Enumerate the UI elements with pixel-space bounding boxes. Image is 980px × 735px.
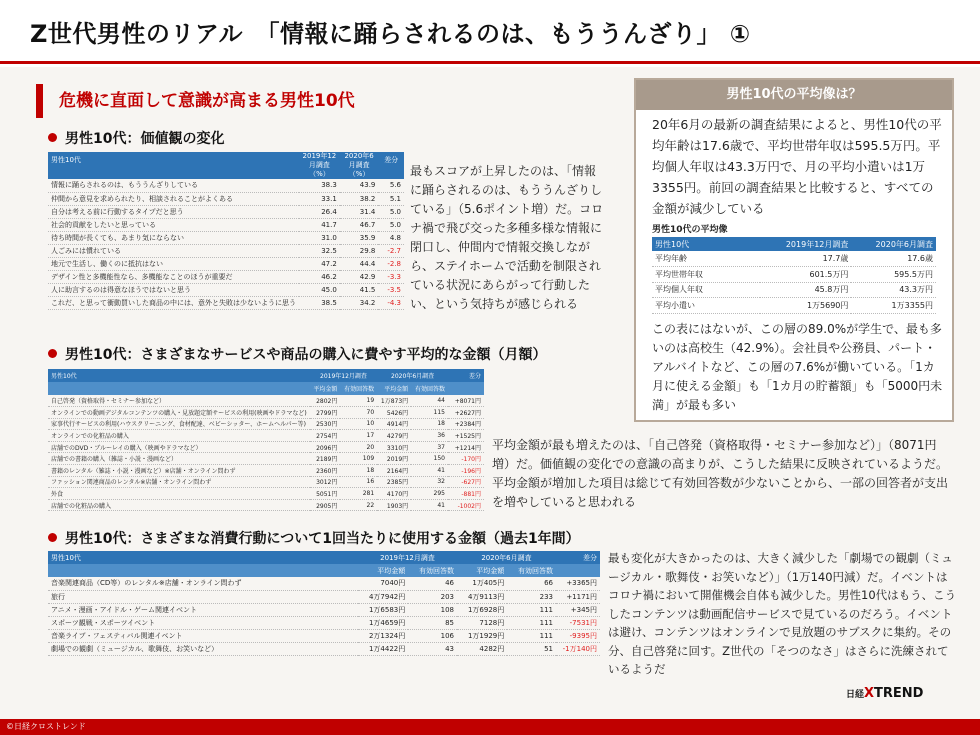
col-header: 2020年6月調査	[377, 369, 448, 382]
cell-diff: -2.8	[378, 257, 404, 270]
cell-a19: 2530円	[310, 418, 341, 430]
row-label: アニメ・漫画・アイドル・ゲーム関連イベント	[48, 603, 358, 616]
row-label: オンラインでの化粧品の購入	[48, 430, 310, 442]
cell-a19: 2189円	[310, 453, 341, 465]
cell-v2020: 17.6歳	[851, 251, 936, 267]
cell-v2020: 1万3355円	[851, 298, 936, 314]
cell-diff: -627円	[448, 476, 484, 488]
cell-n20: 36	[411, 430, 448, 442]
col-header: 差分	[378, 152, 404, 179]
cell-n19: 109	[340, 453, 377, 465]
col-header: 差分	[448, 369, 484, 382]
logo: 日経XTREND	[846, 686, 924, 701]
cell-n19: 16	[340, 476, 377, 488]
table-row	[48, 218, 404, 231]
cell-a20: 1万873円	[377, 395, 411, 407]
cell-a19: 2096円	[310, 441, 341, 453]
values-heading: 男性10代：価値観の変化	[48, 128, 224, 148]
cell-a20: 1903円	[377, 499, 411, 511]
cell-n20: 66	[507, 577, 556, 590]
cell-diff: -196円	[448, 465, 484, 477]
copyright: ©日経クロストレンド	[6, 722, 86, 731]
cell-a19: 4万7942円	[358, 590, 408, 603]
values-text: 最もスコアが上昇したのは、「情報に踊らされるのは、もううんざりしている」（5.6ポイント増）だ。コロナ禍で飛び交った多種多様な情報に閉口し、仲間内で情報交換しながら、ステイホームで活動を制限されている状況にあらがって行動したい、という気持ちが感じられる	[410, 164, 604, 311]
row-label: 自己啓発（資格取得・セミナー参加など）	[48, 395, 310, 407]
average-profile-box	[634, 78, 954, 422]
table-row	[48, 395, 484, 407]
sub-header: 有効回答数	[507, 564, 556, 577]
section-heading: 危機に直面して意識が高まる男性10代	[36, 84, 626, 118]
cell-n20: 111	[507, 629, 556, 642]
cell-a19: 7040円	[358, 577, 408, 590]
table-row	[652, 267, 936, 283]
cell-v2019: 17.7歳	[760, 251, 851, 267]
row-label: オンラインでの動画デジタルコンテンツの購入・見放題定額サービスの利用(映画やドラマなど)	[48, 407, 310, 419]
cell-diff: +2627円	[448, 407, 484, 419]
row-label: 地元で生活し、働くのに抵抗はない	[48, 257, 299, 270]
cell-v2019: 31.0	[299, 231, 340, 244]
cell-n19: 106	[408, 629, 457, 642]
cell-a19: 2905円	[310, 499, 341, 511]
table-row	[48, 441, 484, 453]
cell-v2020: 595.5万円	[851, 267, 936, 283]
row-label: 音楽関連商品（CD等）のレンタル※店舗・オンライン問わず	[48, 577, 358, 590]
cell-n20: 233	[507, 590, 556, 603]
table-row	[48, 192, 404, 205]
table-row	[48, 476, 484, 488]
cell-a20: 5426円	[377, 407, 411, 419]
col-header: 2019年12月調査	[358, 551, 457, 564]
cell-v2019: 38.3	[299, 179, 340, 192]
cell-v2020: 42.9	[340, 270, 379, 283]
row-label: 店舗での化粧品の購入	[48, 499, 310, 511]
cell-n20: 32	[411, 476, 448, 488]
table-row	[48, 244, 404, 257]
sub-header: 平均金額	[377, 382, 411, 395]
table-row	[48, 283, 404, 296]
row-label: 平均世帯年収	[652, 267, 760, 283]
cell-diff: -4.3	[378, 296, 404, 309]
table-row	[48, 629, 600, 642]
cell-a19: 2754円	[310, 430, 341, 442]
cell-diff: 5.0	[378, 218, 404, 231]
cell-n20: 41	[411, 465, 448, 477]
col-header: 男性10代	[48, 369, 310, 382]
cell-diff: -1万140円	[556, 642, 600, 655]
cell-diff: +2384円	[448, 418, 484, 430]
spend-table	[48, 369, 484, 511]
cell-v2020: 38.2	[340, 192, 379, 205]
col-header: 2020年6月調査（%）	[340, 152, 379, 179]
cell-n19: 85	[408, 616, 457, 629]
cell-v2019: 33.1	[299, 192, 340, 205]
consume-heading: 男性10代：さまざまな消費行動について1回当たりに使用する金額（過去1年間）	[48, 528, 580, 548]
col-header: 差分	[556, 551, 600, 564]
row-label: 平均小遣い	[652, 298, 760, 314]
cell-a20: 2019円	[377, 453, 411, 465]
values-table	[48, 152, 404, 310]
average-table	[652, 237, 936, 314]
cell-diff: -3.3	[378, 270, 404, 283]
sub-header: 平均金額	[358, 564, 408, 577]
cell-a19: 1万4422円	[358, 642, 408, 655]
cell-diff: 4.8	[378, 231, 404, 244]
row-label: 情報に踊らされるのは、もううんざりしている	[48, 179, 299, 192]
table-row	[48, 257, 404, 270]
cell-n20: 111	[507, 616, 556, 629]
cell-diff: -7531円	[556, 616, 600, 629]
cell-a19: 2360円	[310, 465, 341, 477]
cell-n19: 43	[408, 642, 457, 655]
row-label: 人に助言するのは得意なほうではないと思う	[48, 283, 299, 296]
cell-n19: 46	[408, 577, 457, 590]
table-row	[48, 205, 404, 218]
box-outro: この表にはないが、この層の89.0%が学生で、最も多いのは高校生（42.9%）。会社員や公務員、パート・アルバイトなど、この層の7.6%が働いている。「1カ月に使える金額」も「1カ月の貯蓄額」も「5000円未満」が最も多い	[652, 322, 943, 412]
table-row	[48, 488, 484, 500]
cell-diff: -9395円	[556, 629, 600, 642]
table-row	[48, 407, 484, 419]
table-row	[48, 179, 404, 192]
cell-diff: -2.7	[378, 244, 404, 257]
footer-bar	[0, 719, 980, 735]
bullet-icon	[48, 533, 57, 542]
col-header: 2020年6月調査	[851, 237, 936, 251]
table-row	[48, 577, 600, 590]
spend-heading: 男性10代：さまざまなサービスや商品の購入に費やす平均的な金額（月額）	[48, 344, 546, 364]
table-row	[48, 296, 404, 309]
cell-diff: +1171円	[556, 590, 600, 603]
row-label: これだ、と思って衝動買いした商品の中には、意外と失敗は少ないように思う	[48, 296, 299, 309]
cell-a20: 4282円	[457, 642, 507, 655]
col-header: 男性10代	[652, 237, 760, 251]
cell-a19: 3012円	[310, 476, 341, 488]
table-row	[48, 453, 484, 465]
cell-a19: 2802円	[310, 395, 341, 407]
row-label: 店舗での書籍の購入（雑誌・小説・漫画など）	[48, 453, 310, 465]
row-label: 社会的貢献をしたいと思っている	[48, 218, 299, 231]
table-row	[48, 418, 484, 430]
cell-diff: -3.5	[378, 283, 404, 296]
cell-v2019: 1万5690円	[760, 298, 851, 314]
bullet-icon	[48, 349, 57, 358]
cell-v2020: 31.4	[340, 205, 379, 218]
cell-n20: 18	[411, 418, 448, 430]
cell-diff: +1214円	[448, 441, 484, 453]
sub-header: 有効回答数	[411, 382, 448, 395]
row-label: デザイン性と多機能性なら、多機能なことのほうが重要だ	[48, 270, 299, 283]
row-label: 店舗でのDVD・ブルーレイの購入（映画やドラマなど）	[48, 441, 310, 453]
cell-n19: 70	[340, 407, 377, 419]
cell-v2020: 44.4	[340, 257, 379, 270]
cell-a20: 4170円	[377, 488, 411, 500]
cell-diff: 5.1	[378, 192, 404, 205]
cell-n19: 22	[340, 499, 377, 511]
row-label: 自分は考える前に行動するタイプだと思う	[48, 205, 299, 218]
box-heading: 男性10代の平均像は？	[636, 80, 952, 110]
cell-diff: +8071円	[448, 395, 484, 407]
cell-n20: 41	[411, 499, 448, 511]
table-row	[48, 603, 600, 616]
row-label: 音楽ライブ・フェスティバル関連イベント	[48, 629, 358, 642]
cell-diff: -1002円	[448, 499, 484, 511]
cell-v2020: 34.2	[340, 296, 379, 309]
cell-a20: 7128円	[457, 616, 507, 629]
cell-a20: 2164円	[377, 465, 411, 477]
row-label: 平均年齢	[652, 251, 760, 267]
col-header: 2020年6月調査	[457, 551, 556, 564]
cell-n19: 203	[408, 590, 457, 603]
row-label: 仲間から意見を求められたり、相談されることがよくある	[48, 192, 299, 205]
cell-diff: +345円	[556, 603, 600, 616]
row-label: 旅行	[48, 590, 358, 603]
row-label: 劇場での観劇（ミュージカル、歌舞伎、お笑いなど）	[48, 642, 358, 655]
cell-a19: 2799円	[310, 407, 341, 419]
cell-a20: 4万9113円	[457, 590, 507, 603]
cell-v2019: 26.4	[299, 205, 340, 218]
table-row	[48, 465, 484, 477]
cell-n20: 295	[411, 488, 448, 500]
cell-diff: 5.0	[378, 205, 404, 218]
title-bar	[0, 0, 980, 64]
cell-v2019: 32.5	[299, 244, 340, 257]
spend-text: 平均金額が最も増えたのは、「自己啓発（資格取得・セミナー参加など）」（8071円増）だ。価値観の変化での意識の高まりが、こうした結果に反映されているようだ。平均金額が増加した項目は総じて有効回答数が少ないことから、一部の回答者が支出を増やしていると思われる	[492, 438, 949, 509]
table-row	[652, 298, 936, 314]
box-intro: 20年6月の最新の調査結果によると、男性10代の平均年齢は17.6歳で、平均世帯年収は595.5万円。平均個人年収は43.3万円で、月の平均小遣いは1万3355円。前回の調査結果と比較すると、すべての金額が減少している	[652, 117, 942, 216]
cell-n20: 111	[507, 603, 556, 616]
cell-v2020: 43.9	[340, 179, 379, 192]
cell-n19: 19	[340, 395, 377, 407]
row-label: 書籍のレンタル（雑誌・小説・漫画など）※店舗・オンライン問わず	[48, 465, 310, 477]
cell-diff: 5.6	[378, 179, 404, 192]
table-row	[48, 616, 600, 629]
cell-v2019: 45.8万円	[760, 282, 851, 298]
row-label: 待ち時間が長くても、あまり気にならない	[48, 231, 299, 244]
table-row	[48, 231, 404, 244]
cell-n20: 115	[411, 407, 448, 419]
cell-diff: -170円	[448, 453, 484, 465]
cell-n19: 281	[340, 488, 377, 500]
consume-table	[48, 551, 600, 656]
cell-a20: 1万1929円	[457, 629, 507, 642]
cell-v2019: 41.7	[299, 218, 340, 231]
cell-n19: 10	[340, 418, 377, 430]
table-row	[652, 251, 936, 267]
cell-a20: 3310円	[377, 441, 411, 453]
cell-a19: 5051円	[310, 488, 341, 500]
cell-v2020: 41.5	[340, 283, 379, 296]
cell-n19: 18	[340, 465, 377, 477]
sub-header: 平均金額	[457, 564, 507, 577]
cell-v2019: 45.0	[299, 283, 340, 296]
table-row	[48, 499, 484, 511]
col-header: 2019年12月調査	[310, 369, 377, 382]
cell-v2019: 601.5万円	[760, 267, 851, 283]
col-header: 男性10代	[48, 551, 358, 564]
cell-diff: -881円	[448, 488, 484, 500]
row-label: 家事代行サービスの利用(ハウスクリーニング、食材配達、ベビーシッター、ホームヘルパー等)	[48, 418, 310, 430]
table-row	[48, 642, 600, 655]
box-table-title: 男性10代の平均像	[652, 225, 728, 235]
table-row	[48, 590, 600, 603]
cell-v2020: 46.7	[340, 218, 379, 231]
cell-v2020: 29.8	[340, 244, 379, 257]
cell-a19: 1万6583円	[358, 603, 408, 616]
row-label: 人ごみには慣れている	[48, 244, 299, 257]
cell-a20: 1万405円	[457, 577, 507, 590]
cell-n20: 150	[411, 453, 448, 465]
cell-n20: 51	[507, 642, 556, 655]
sub-header: 平均金額	[310, 382, 341, 395]
cell-diff: +1525円	[448, 430, 484, 442]
cell-v2019: 38.5	[299, 296, 340, 309]
cell-n19: 20	[340, 441, 377, 453]
cell-v2019: 46.2	[299, 270, 340, 283]
cell-a20: 4279円	[377, 430, 411, 442]
table-row	[48, 270, 404, 283]
col-header: 2019年12月調査	[760, 237, 851, 251]
cell-v2020: 43.3万円	[851, 282, 936, 298]
cell-a19: 2万1324円	[358, 629, 408, 642]
cell-diff: +3365円	[556, 577, 600, 590]
cell-a19: 1万4659円	[358, 616, 408, 629]
sub-header: 有効回答数	[340, 382, 377, 395]
table-row	[652, 282, 936, 298]
sub-header: 有効回答数	[408, 564, 457, 577]
cell-a20: 1万6928円	[457, 603, 507, 616]
table-row	[48, 430, 484, 442]
row-label: 外食	[48, 488, 310, 500]
row-label: スポーツ観戦・スポーツイベント	[48, 616, 358, 629]
col-header: 男性10代	[48, 152, 299, 179]
cell-n20: 44	[411, 395, 448, 407]
cell-v2020: 35.9	[340, 231, 379, 244]
cell-n19: 17	[340, 430, 377, 442]
col-header: 2019年12月調査（%）	[299, 152, 340, 179]
row-label: 平均個人年収	[652, 282, 760, 298]
cell-v2019: 47.2	[299, 257, 340, 270]
bullet-icon	[48, 133, 57, 142]
cell-a20: 2385円	[377, 476, 411, 488]
cell-n19: 108	[408, 603, 457, 616]
cell-a20: 4914円	[377, 418, 411, 430]
consume-text: 最も変化が大きかったのは、大きく減少した「劇場での観劇（ミュージカル・歌舞伎・お笑いなど）」（1万140円減）だ。イベントはコロナ禍において開催機会自体も減少した。男性10代はもう、こうしたコンテンツは動画配信サービスで見ているのだろう。イベントは避け、コンテンツはオンラインで見放題のサブスクに集約。その分、自己啓発に回す。Z世代の「そつのなさ」はさらに洗練されているようだ	[608, 551, 957, 676]
cell-n20: 37	[411, 441, 448, 453]
page-title: Z世代男性のリアル 「情報に踊らされるのは、もううんざり」 ①	[30, 20, 751, 48]
row-label: ファッション関連商品のレンタル※店舗・オンライン問わず	[48, 476, 310, 488]
